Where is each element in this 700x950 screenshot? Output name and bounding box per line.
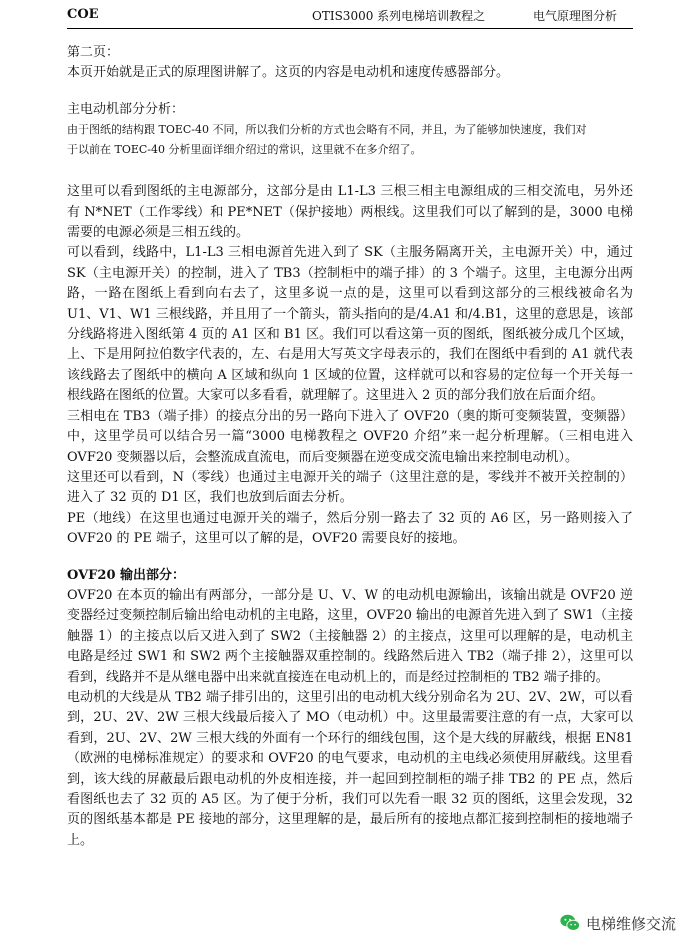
header-center: OTIS3000 系列电梯培训教程之 bbox=[312, 9, 486, 23]
note-line: 于以前在 TOEC-40 分析里面详细介绍过的常识，这里就不在多介绍了。 bbox=[67, 143, 422, 157]
intro-paragraph: 本页开始就是正式的原理图讲解了。这页的内容是电动机和速度传感器部分。 bbox=[67, 65, 510, 81]
section-heading-page-two: 第二页： bbox=[67, 45, 120, 60]
wechat-logo-icon bbox=[559, 912, 581, 934]
body-paragraph: PE（地线）在这里也通过电源开关的端子，然后分别一路去了 32 页的 A6 区，另一路则接入了 OVF20 的 PE 端子，这里可以了解的是，OVF20 需要良好的接地。 bbox=[67, 510, 633, 547]
watermark bbox=[553, 910, 682, 936]
document-body bbox=[67, 43, 633, 851]
page-header bbox=[0, 0, 700, 30]
section-heading-main-motor: 主电动机部分分析： bbox=[67, 101, 185, 117]
body-paragraph: OVF20 在本页的输出有两部分，一部分是 U、V、W 的电动机电源输出，该输出就是 OVF20 逆变器经过变频控制后输出给电动机的主电路，这里，OVF20 输出的电源首先进入到了 SW1（主接触器 1）的主接点以后又进入到了 SW2（主接触器 2）的主接点，这里可以理解的是，电动机主电路是经过 SW1 和 SW2 两个主接触器双重控制的。线路然后进入 TB2（端子排 2），这里可以看到，线路并不是从继电器中出来就直接连在电动机上的，而是经过控制柜的 TB2 端子排的。 bbox=[67, 587, 633, 685]
note-block bbox=[67, 120, 633, 160]
note-line: 由于图纸的结构跟 TOEC-40 不同，所以我们分析的方式也会略有不同，并且，为了能够加快速度，我们对 bbox=[67, 123, 587, 137]
section-heading-ovf20-output: OVF20 输出部分： bbox=[67, 567, 186, 583]
header-right: 电气原理图分析 bbox=[533, 9, 618, 23]
watermark-text: 电梯维修交流 bbox=[585, 914, 676, 933]
body-paragraph: 三相电在 TB3（端子排）的接点分出的另一路向下进入了 OVF20（奥的斯可变频装置，变频器）中，这里学员可以结合另一篇“3000 电梯教程之 OVF20 介绍”来一起分析理解。（三相电进入 OVF20 变频器以后，会整流成直流电，而后变频器在逆变成交流电输出来控制电动机）。 bbox=[67, 408, 633, 465]
body-paragraph: 这里可以看到图纸的主电源部分，这部分是由 L1-L3 三根三相主电源组成的三相交流电，另外还有 N*NET（工作零线）和 PE*NET（保护接地）两根线。这里我们可以了解到的是，3000 电梯需要的电源必须是三相五线的。 bbox=[67, 184, 633, 241]
body-paragraph: 可以看到，线路中，L1-L3 三相电源首先进入到了 SK（主服务隔离开关，主电源开关）中，通过 SK（主电源开关）的控制，进入了 TB3（控制柜中的端子排）的 3 个端子。这里，主电源分出两路，一路在图纸上看到向右去了，这里多说一点的是，这里可以看到这部分的三根线被命名为 U1、V1、W1 三根线路，并且用了一个箭头，箭头指向的是/4.A1 和/4.B1，这里的意思是，该部分线路将进入图纸第 4 页的 A1 区和 B1 区。我们可以看这第一页的图纸，图纸被分成几个区域，上、下是用阿拉伯数字代表的，左、右是用大写英文字母表示的，我们在图纸中看到的 A1 就代表该线路去了图纸中的横向 A 区域和纵向 1 区域的位置，这样就可以和容易的定位每一个开关每一根线路在图纸的位置。大家可以多看看，就理解了。这里进入 2 页的部分我们放在后面介绍。 bbox=[67, 245, 633, 404]
header-divider bbox=[67, 28, 633, 29]
header-left: COE bbox=[67, 7, 99, 22]
body-paragraph: 这里还可以看到，N（零线）也通过主电源开关的端子（这里注意的是，零线并不被开关控制的）进入了 32 页的 D1 区，我们也放到后面去分析。 bbox=[67, 469, 633, 506]
body-paragraph: 电动机的大线是从 TB2 端子排引出的，这里引出的电动机大线分别命名为 2U、2V、2W，可以看到，2U、2V、2W 三根大线最后接入了 MO（电动机）中。这里最需要注意的有一点，大家可以看到，2U、2V、2W 三根大线的外面有一个环行的细线包围，这个是大线的屏蔽线，根据 EN81（欧洲的电梯标准规定）的要求和 OVF20 的电气要求，电动机的主电线必须使用屏蔽线。这里看到，该大线的屏蔽最后跟电动机的外皮相连接，并一起回到控制柜的端子排 TB2 的 PE 点，然后看图纸也去了 32 页的 A5 区。为了便于分析，我们可以先看一眼 32 页的图纸，这里会发现，32 页的图纸基本都是 PE 接地的部分，这里理解的是，最后所有的接地点都汇接到控制柜的接地端子上。 bbox=[67, 689, 633, 848]
